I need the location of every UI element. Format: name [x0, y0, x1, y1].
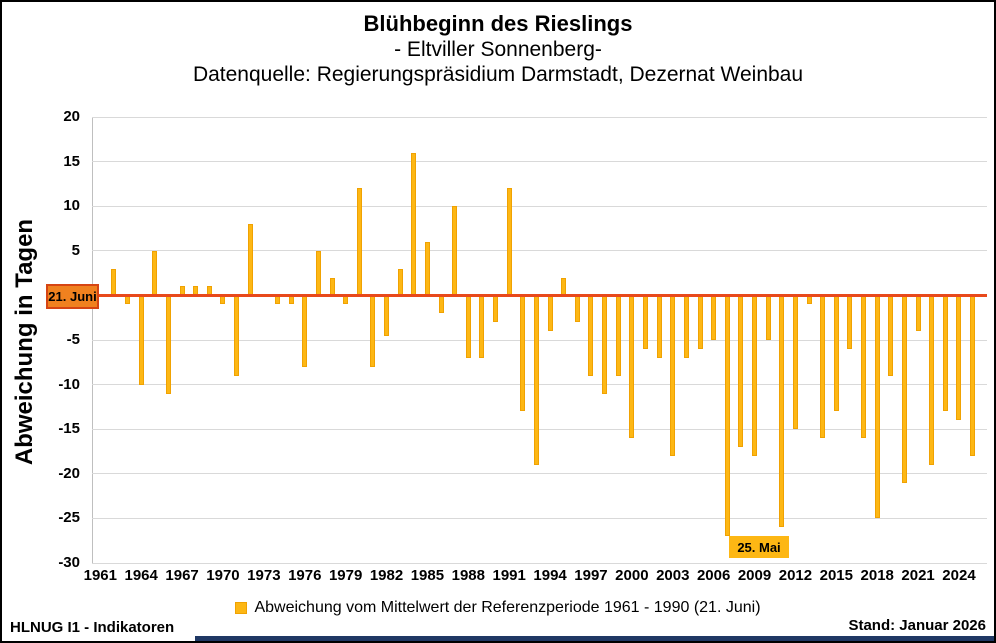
y-tick--5: -5	[66, 331, 80, 348]
bar-2010	[766, 295, 771, 340]
bar-1993	[534, 295, 539, 464]
gridline--30	[92, 563, 987, 564]
x-tick-1961: 1961	[83, 567, 117, 584]
bar-2016	[847, 295, 852, 349]
bar-2021	[916, 295, 921, 331]
baseline-reference-line	[92, 294, 987, 297]
x-tick-1988: 1988	[451, 567, 485, 584]
bar-1981	[370, 295, 375, 366]
bar-1971	[234, 295, 239, 375]
bar-1989	[479, 295, 484, 357]
x-tick-1979: 1979	[328, 567, 363, 584]
bar-2024	[956, 295, 961, 420]
bar-2002	[657, 295, 662, 357]
bar-2006	[711, 295, 716, 340]
bar-2007	[725, 295, 730, 536]
x-tick-1970: 1970	[206, 567, 240, 584]
plot-area	[92, 117, 987, 563]
bar-1998	[602, 295, 607, 393]
bar-1986	[439, 295, 444, 313]
minimum-date-label: 25. Mai	[729, 536, 789, 558]
chart-datasource: Datenquelle: Regierungspräsidium Darmstadt, Dezernat Weinbau	[192, 63, 804, 86]
gridline--5	[92, 340, 987, 341]
bar-2015	[834, 295, 839, 411]
y-tick--20: -20	[58, 464, 80, 482]
bar-1997	[588, 295, 593, 375]
bar-1984	[411, 153, 416, 296]
x-tick-1976: 1976	[288, 567, 322, 584]
bar-1991	[507, 188, 512, 295]
gridline-5	[92, 250, 987, 251]
gridline--20	[92, 473, 987, 474]
y-axis-title: Abweichung in Tagen	[11, 218, 38, 466]
bar-1988	[466, 295, 471, 357]
bar-2009	[752, 295, 757, 456]
bar-2011	[779, 295, 784, 527]
bar-2025	[970, 295, 975, 456]
footer-source-label: HLNUG I1 - Indikatoren	[10, 619, 175, 636]
bar-2014	[820, 295, 825, 438]
bar-1976	[302, 295, 307, 366]
x-tick-1994: 1994	[533, 567, 567, 584]
bar-1980	[357, 188, 362, 295]
bar-2023	[943, 295, 948, 411]
bar-1996	[575, 295, 580, 322]
bar-1987	[452, 206, 457, 295]
x-tick-2009: 2009	[737, 567, 772, 584]
y-tick--10: -10	[58, 375, 80, 393]
bar-1985	[425, 242, 430, 296]
y-tick-10: 10	[63, 197, 80, 215]
footer-accent-bar	[195, 636, 994, 641]
bar-2020	[902, 295, 907, 482]
bar-2022	[929, 295, 934, 464]
y-tick--25: -25	[58, 509, 80, 527]
bar-2017	[861, 295, 866, 438]
x-tick-1964: 1964	[124, 567, 158, 584]
gridline-15	[92, 161, 987, 162]
x-tick-1997: 1997	[574, 567, 608, 584]
legend-label: Abweichung vom Mittelwert der Referenzperiode 1961 - 1990 (21. Juni)	[254, 599, 761, 616]
x-tick-1973: 1973	[247, 567, 281, 584]
footer-date-label: Stand: Januar 2026	[848, 617, 986, 634]
x-tick-2006: 2006	[696, 567, 731, 584]
bar-1962	[111, 269, 116, 296]
gridline--10	[92, 384, 987, 385]
baseline-date-label: 21. Juni	[46, 284, 99, 309]
legend-swatch-icon	[235, 602, 247, 614]
bar-2005	[698, 295, 703, 349]
bar-1966	[166, 295, 171, 393]
y-tick-15: 15	[63, 152, 80, 170]
y-tick--15: -15	[58, 420, 80, 438]
y-tick-5: 5	[71, 241, 80, 259]
y-tick--30: -30	[58, 554, 80, 571]
bar-1977	[316, 251, 321, 296]
bar-1982	[384, 295, 389, 335]
gridline-20	[92, 117, 987, 118]
chart-title: Blühbeginn des Rieslings	[363, 11, 633, 36]
bar-2018	[875, 295, 880, 518]
bar-1964	[139, 295, 144, 384]
x-tick-1967: 1967	[165, 567, 199, 584]
gridline--15	[92, 429, 987, 430]
x-tick-2003: 2003	[656, 567, 690, 584]
gridline--25	[92, 518, 987, 519]
x-tick-1985: 1985	[410, 567, 445, 584]
bar-2001	[643, 295, 648, 349]
bar-2004	[684, 295, 689, 357]
legend	[2, 598, 994, 618]
y-tick-20: 20	[63, 108, 80, 125]
bar-1983	[398, 269, 403, 296]
chart-subtitle: - Eltviller Sonnenberg-	[394, 38, 602, 61]
gridline-10	[92, 206, 987, 207]
bar-1972	[248, 224, 253, 295]
bar-1994	[548, 295, 553, 331]
x-tick-2015: 2015	[819, 567, 853, 584]
bar-2008	[738, 295, 743, 447]
x-tick-2012: 2012	[778, 567, 813, 584]
x-tick-2021: 2021	[901, 567, 935, 584]
bar-1995	[561, 278, 566, 296]
bar-2000	[629, 295, 634, 438]
bar-1999	[616, 295, 621, 375]
bar-1978	[330, 278, 335, 296]
bar-2019	[888, 295, 893, 375]
bar-2003	[670, 295, 675, 456]
x-tick-1991: 1991	[492, 567, 526, 584]
bar-1992	[520, 295, 525, 411]
bar-1990	[493, 295, 498, 322]
x-tick-1982: 1982	[369, 567, 404, 584]
bar-1965	[152, 251, 157, 296]
x-tick-2018: 2018	[860, 567, 894, 584]
bar-2012	[793, 295, 798, 429]
x-tick-2000: 2000	[615, 567, 649, 584]
x-tick-2024: 2024	[942, 567, 976, 584]
title-block	[2, 11, 994, 87]
